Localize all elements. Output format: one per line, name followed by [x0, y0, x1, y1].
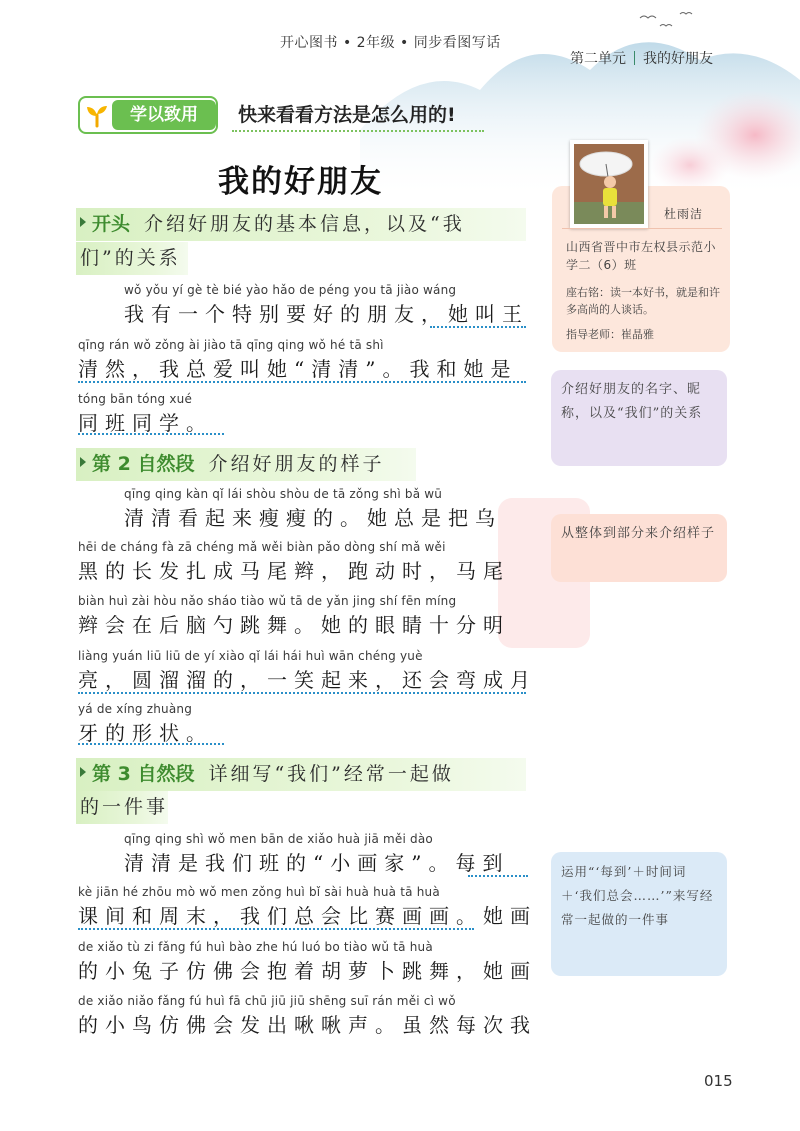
author-name: 杜雨洁 [664, 207, 704, 221]
hanzi-line: 我有一个特别要好的朋友，她叫王 [124, 302, 529, 326]
page-number: 015 [704, 1072, 733, 1090]
pinyin-line: kè jiān hé zhōu mò wǒ men zǒng huì bǐ sài huà huà tā huà [78, 885, 440, 899]
side-note-opening: 介绍好朋友的名字、昵称，以及“我们”的关系 [551, 370, 727, 466]
essay-title: 我的好朋友 [218, 164, 383, 200]
pinyin-line: qīng rán wǒ zǒng ài jiào tā qīng qing wǒ hé tā shì [78, 338, 384, 352]
hanzi-line: 的小鸟仿佛会发出啾啾声。虽然每次我 [78, 1013, 537, 1037]
pinyin-line: qīng qing kàn qǐ lái shòu shòu de tā zǒng shì bǎ wū [124, 487, 443, 501]
triangle-bullet-icon [80, 217, 86, 227]
side-note-activity: 运用“‘每到’＋时间词＋‘我们总会……’”来写经常一起做的一件事 [551, 852, 727, 976]
label-tag: 第 2 自然段 [92, 453, 195, 475]
hanzi-line: 清清看起来瘦瘦的。她总是把乌 [124, 506, 502, 530]
unit-heading [570, 48, 713, 68]
dotted-underline [78, 743, 224, 745]
pinyin-line: liàng yuán liū liū de yí xiào qǐ lái hái huì wān chéng yuè [78, 649, 423, 663]
hanzi-line: 黑的长发扎成马尾辫，跑动时，马尾 [78, 559, 510, 583]
label-opening-cont [80, 242, 181, 275]
label-description: 介绍好朋友的样子 [208, 453, 385, 475]
tagline-underline [232, 130, 484, 132]
label-opening [80, 208, 465, 241]
dotted-underline [78, 381, 526, 383]
label-para2 [80, 448, 384, 481]
triangle-bullet-icon [80, 767, 86, 777]
book-title: 开心图书 • 2年级 • 同步看图写话 [280, 35, 501, 51]
pinyin-line: hēi de cháng fà zā chéng mǎ wěi biàn pǎo dòng shí mǎ wěi [78, 540, 446, 554]
label-description: 的一件事 [80, 796, 169, 818]
section-badge-label: 学以致用 [112, 100, 216, 130]
side-note-appearance: 从整体到部分来介绍样子 [551, 514, 727, 582]
label-description: 介绍好朋友的基本信息，以及“我 [144, 213, 465, 235]
hanzi-line: 清清是我们班的“小画家”。每到 [124, 851, 510, 875]
hanzi-line: 课间和周末，我们总会比赛画画。她画 [78, 904, 537, 928]
hanzi-line: 亮，圆溜溜的，一笑起来，还会弯成月 [78, 668, 537, 692]
card-divider [562, 228, 722, 229]
dotted-underline [78, 433, 224, 435]
pinyin-line: de xiǎo tù zi fǎng fú huì bào zhe hú luó bo tiào wǔ tā huà [78, 940, 433, 954]
label-tag: 开头 [92, 213, 131, 235]
author-motto: 座右铭：读一本好书，就是和许多高尚的人谈话。 [566, 286, 720, 316]
hanzi-line: 辫会在后脑勺跳舞。她的眼睛十分明 [78, 613, 510, 637]
dotted-underline [430, 326, 526, 328]
unit-separator [634, 51, 635, 65]
pinyin-line: tóng bān tóng xué [78, 392, 193, 406]
hanzi-line: 清然，我总爱叫她“清清”。我和她是 [78, 357, 518, 381]
dotted-underline [78, 692, 526, 694]
author-teacher: 指导老师：崔晶雅 [566, 328, 654, 341]
unit-number: 第二单元 [570, 51, 626, 67]
label-para3-cont [80, 791, 168, 824]
sprout-icon [84, 102, 110, 128]
label-tag: 第 3 自然段 [92, 763, 195, 785]
hanzi-line: 的小兔子仿佛会抱着胡萝卜跳舞，她画 [78, 959, 537, 983]
label-description: 们”的关系 [80, 247, 181, 269]
dotted-underline [78, 928, 474, 930]
pinyin-line: biàn huì zài hòu nǎo sháo tiào wǔ tā de yǎn jing shí fēn míng [78, 594, 457, 608]
label-description: 详细写“我们”经常一起做 [208, 763, 454, 785]
dotted-underline [468, 875, 528, 877]
pinyin-line: yá de xíng zhuàng [78, 702, 193, 716]
section-tagline: 快来看看方法是怎么用的! [238, 104, 456, 126]
hanzi-line: 同班同学。 [78, 411, 213, 435]
author-photo [570, 140, 648, 228]
hanzi-line: 牙的形状。 [78, 721, 213, 745]
pinyin-line: wǒ yǒu yí gè tè bié yào hǎo de péng you tā jiào wáng [124, 283, 457, 297]
pinyin-line: de xiǎo niǎo fǎng fú huì fā chū jiū jiū shēng suī rán měi cì wǒ [78, 994, 456, 1008]
section-badge [78, 96, 218, 134]
child-with-umbrella-icon [574, 144, 644, 224]
triangle-bullet-icon [80, 457, 86, 467]
label-para3 [80, 758, 454, 791]
pinyin-line: qīng qing shì wǒ men bān de xiǎo huà jiā měi dào [124, 832, 433, 846]
unit-title: 我的好朋友 [643, 51, 713, 67]
author-school: 山西省晋中市左权县示范小学二（6）班 [566, 240, 717, 272]
